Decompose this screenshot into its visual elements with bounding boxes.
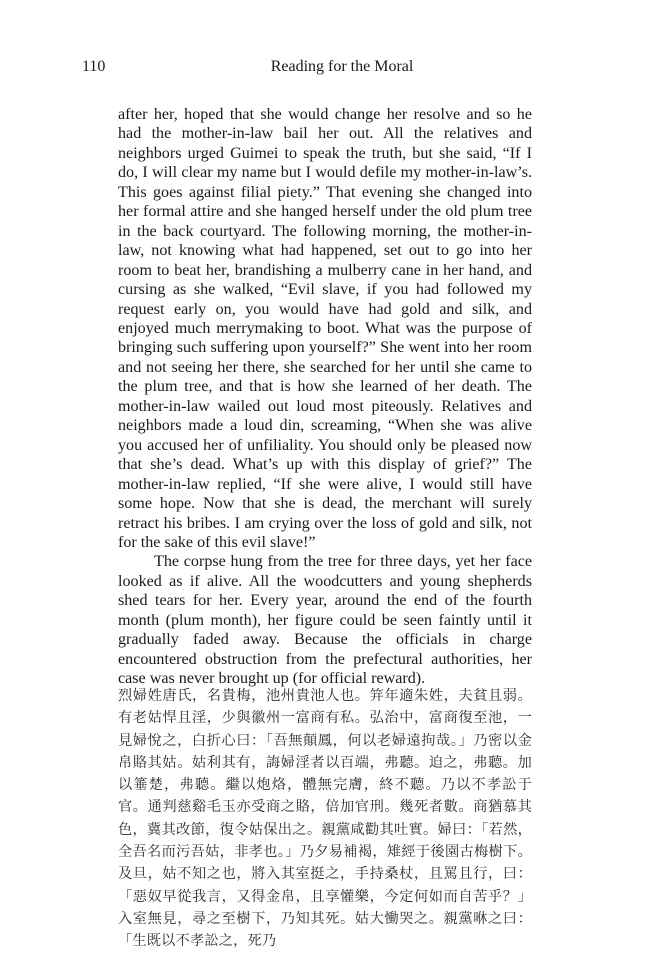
english-translation <box>118 105 532 689</box>
paragraph-corpse: The corpse hung from the tree for three days, yet her face looked as if alive. All the woodcutters and young shepherds shed tears for her. Every year, around the end of the fourth month (plum month), her figure could be seen faintly until it gradually faded away. Because the officials in charge encountered obstruction from the prefectural authorities, her case was never brought up (for official reward). <box>118 553 532 688</box>
chinese-original-passage: 烈婦姓唐氏，名貴梅，池州貴池人也。笄年適朱姓，夫貧且弱。有老姑悍且淫，少與徽州一富商有私。弘治中，富商復至池，一見婦悅之，白折心曰：「吾無顛鳳，何以老婦遠拘哉。」乃密以金帛賂其姑。姑利其有，誨婦淫者以百端，弗聽。迫之，弗聽。加以箠楚，弗聽。繼以炮烙，體無完膚，終不聽。乃以不孝訟于官。通判慈谿毛玉亦受商之賂，倍加官刑。幾死者數。商猶慕其色，冀其改節，復令姑保出之。親黨咸勸其吐實。婦曰：「若然，全吾名而污吾姑，非孝也。」乃夕易補褐，雉經于後園古梅樹下。及旦，姑不知之也，將入其室挺之，手持桑杖，且罵且行，曰：「惡奴早從我言，又得金帛，且享懽樂，今定何如而自苦乎？」入室無見，尋之至樹下，乃知其死。姑大慟哭之。親黨咻之曰：「生既以不孝訟之，死乃 <box>118 688 532 950</box>
running-title: Reading for the Moral <box>270 58 414 75</box>
paragraph-continued: after her, hoped that she would change her resolve and so he had the mother-in-law bail her out. All the relatives and neighbors urged Guimei to speak the truth, but she said, “If I do, I will clear my name but I would defile my mother-in-law’s. This goes against filial piety.” That evening she changed into her formal attire and she hanged herself under the old plum tree in the back courtyard. The following morning, the mother-in-law, not knowing what had happened, set out to go into her room to beat her, brandishing a mulberry cane in her hand, and cursing as she walked, “Evil slave, if you had followed my request early on, you would have had gold and silk, and enjoyed much merrymaking to boot. What was the purpose of bringing such suffering upon yourself?” She went into her room and not seeing her there, she searched for her until she came to the plum tree, and that is how she learned of her death. The mother-in-law wailed out loud most piteously. Relatives and neighbors made a loud din, screaming, “When she was alive you accused her of unfiliality. You should only be pleased now that she’s dead. What’s up with this display of grief?” The mother-in-law replied, “If she were alive, I would still have some hope. Now that she is dead, the merchant will surely retract his bribes. I am crying over the loss of gold and silk, not for the sake of this evil slave!” <box>118 106 532 551</box>
running-head <box>82 58 602 80</box>
page-number: 110 <box>82 58 106 75</box>
